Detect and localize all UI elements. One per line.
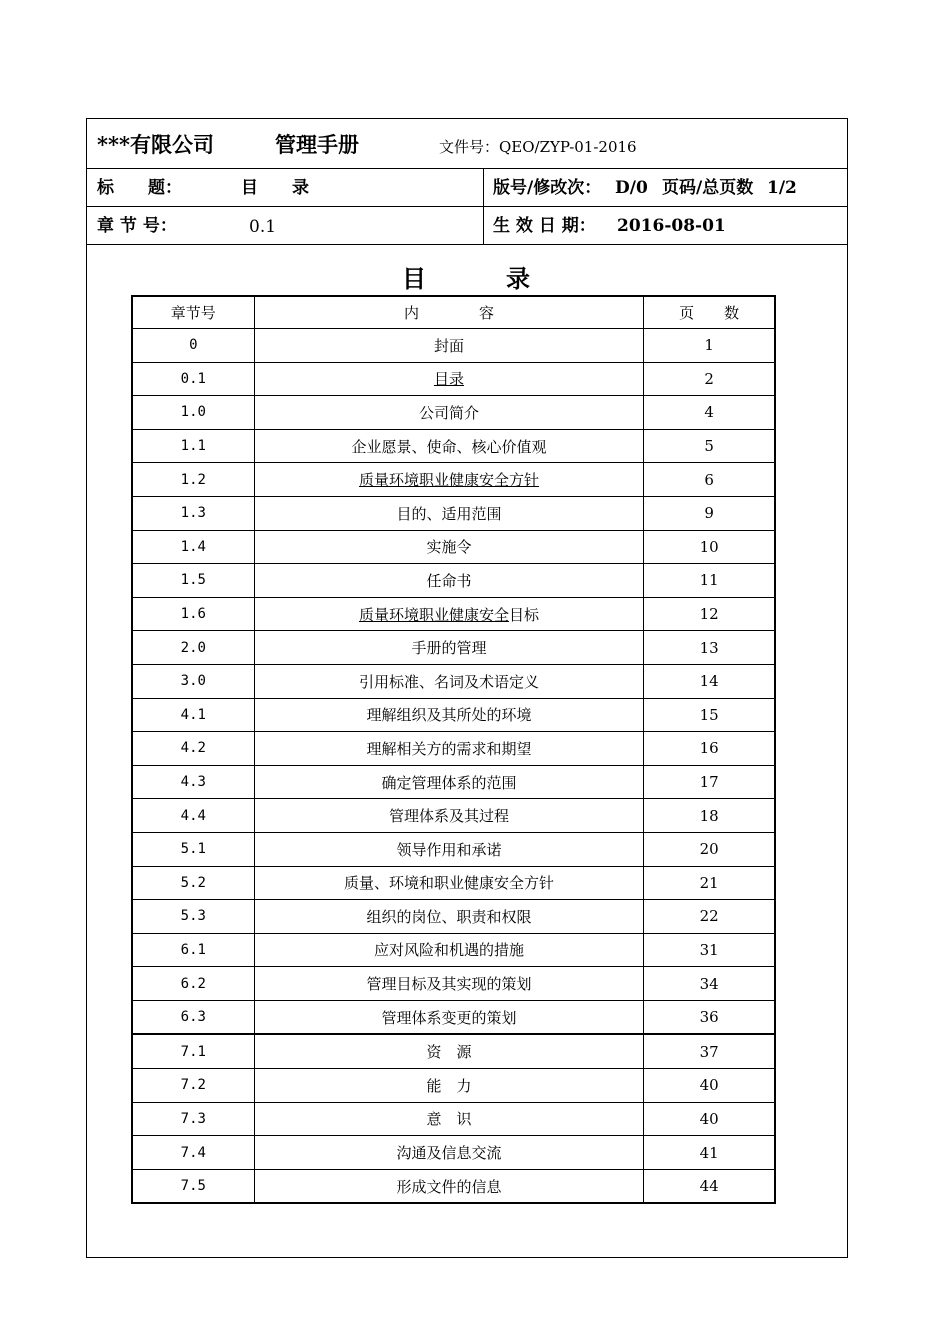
row-chapter: 2.0 — [132, 631, 254, 665]
page-count-value: 1/2 — [767, 178, 797, 198]
row-page: 4 — [644, 396, 775, 430]
version-value: D/0 — [615, 178, 648, 198]
header-divider — [483, 169, 484, 245]
row-content: 任命书 — [254, 564, 644, 598]
row-content: 管理体系及其过程 — [254, 799, 644, 833]
row-content-suffix: 目标 — [508, 605, 539, 624]
table-row — [132, 362, 775, 396]
chapter-label: 章 节 号： — [97, 216, 177, 236]
row-chapter: 1.3 — [132, 496, 254, 530]
row-content-link[interactable]: 质量环境职业健康安全 — [358, 605, 509, 624]
header-row-chapter — [87, 207, 847, 245]
table-row — [132, 765, 775, 799]
title-label: 标 题： — [97, 178, 182, 198]
row-page: 41 — [644, 1136, 775, 1170]
row-page: 15 — [644, 698, 775, 732]
page-count-label: 页码/总页数 — [662, 178, 754, 198]
table-row — [132, 1169, 775, 1203]
row-page: 44 — [644, 1169, 775, 1203]
table-row — [132, 967, 775, 1001]
table-row — [132, 1034, 775, 1068]
row-content — [254, 463, 644, 497]
row-page: 9 — [644, 496, 775, 530]
toc-table — [131, 295, 776, 1204]
row-page: 2 — [644, 362, 775, 396]
row-chapter: 4.3 — [132, 765, 254, 799]
row-chapter: 7.2 — [132, 1069, 254, 1103]
column-header-page: 页 数 — [644, 296, 775, 329]
row-chapter: 7.4 — [132, 1136, 254, 1170]
row-page: 6 — [644, 463, 775, 497]
effective-date-label: 生 效 日 期： — [493, 216, 596, 236]
document-frame — [86, 118, 848, 1258]
table-row — [132, 329, 775, 363]
table-row — [132, 1102, 775, 1136]
row-chapter: 0.1 — [132, 362, 254, 396]
row-content: 组织的岗位、职责和权限 — [254, 900, 644, 934]
row-content: 企业愿景、使命、核心价值观 — [254, 429, 644, 463]
row-content — [254, 597, 644, 631]
table-row — [132, 732, 775, 766]
row-chapter: 1.0 — [132, 396, 254, 430]
row-chapter: 3.0 — [132, 664, 254, 698]
row-chapter: 1.2 — [132, 463, 254, 497]
row-content: 质量、环境和职业健康安全方针 — [254, 866, 644, 900]
row-chapter: 4.2 — [132, 732, 254, 766]
row-chapter: 6.2 — [132, 967, 254, 1001]
chapter-value: 0.1 — [249, 217, 277, 237]
company-name: ***有限公司 — [97, 132, 214, 157]
table-row — [132, 698, 775, 732]
table-row — [132, 799, 775, 833]
row-chapter: 5.1 — [132, 832, 254, 866]
table-row — [132, 664, 775, 698]
row-content-link[interactable]: 质量环境职业健康安全方针 — [358, 471, 539, 490]
row-chapter: 1.5 — [132, 564, 254, 598]
row-chapter: 4.4 — [132, 799, 254, 833]
row-chapter: 5.3 — [132, 900, 254, 934]
row-page: 21 — [644, 866, 775, 900]
row-content-link[interactable]: 目录 — [433, 370, 464, 389]
row-page: 14 — [644, 664, 775, 698]
row-content — [254, 362, 644, 396]
header-row-title — [87, 169, 847, 207]
row-chapter: 0 — [132, 329, 254, 363]
title-value: 目 录 — [241, 178, 309, 198]
table-row — [132, 900, 775, 934]
row-page: 12 — [644, 597, 775, 631]
table-row — [132, 530, 775, 564]
row-content: 引用标准、名词及术语定义 — [254, 664, 644, 698]
row-page: 5 — [644, 429, 775, 463]
toc-header-row — [132, 296, 775, 329]
row-page: 20 — [644, 832, 775, 866]
row-page: 34 — [644, 967, 775, 1001]
column-header-chapter: 章节号 — [132, 296, 254, 329]
row-chapter: 1.6 — [132, 597, 254, 631]
row-content: 理解相关方的需求和期望 — [254, 732, 644, 766]
table-row — [132, 1000, 775, 1034]
manual-name: 管理手册 — [275, 132, 359, 157]
row-page: 37 — [644, 1034, 775, 1068]
version-label: 版号/修改次： — [493, 178, 602, 198]
row-page: 10 — [644, 530, 775, 564]
row-content: 确定管理体系的范围 — [254, 765, 644, 799]
row-chapter: 1.4 — [132, 530, 254, 564]
table-row — [132, 396, 775, 430]
row-chapter: 1.1 — [132, 429, 254, 463]
document-number: 文件号：QEO/ZYP-01-2016 — [439, 138, 637, 156]
table-row — [132, 631, 775, 665]
table-row — [132, 866, 775, 900]
row-chapter: 7.1 — [132, 1034, 254, 1068]
table-row — [132, 933, 775, 967]
effective-date-value: 2016-08-01 — [617, 216, 726, 236]
row-chapter: 6.3 — [132, 1000, 254, 1034]
row-content: 封面 — [254, 329, 644, 363]
row-content: 形成文件的信息 — [254, 1169, 644, 1203]
toc-title: 目 录 — [402, 264, 532, 293]
row-chapter: 7.5 — [132, 1169, 254, 1203]
row-content: 能 力 — [254, 1069, 644, 1103]
row-content: 沟通及信息交流 — [254, 1136, 644, 1170]
row-content: 实施令 — [254, 530, 644, 564]
row-page: 18 — [644, 799, 775, 833]
row-page: 36 — [644, 1000, 775, 1034]
row-content: 意 识 — [254, 1102, 644, 1136]
row-chapter: 6.1 — [132, 933, 254, 967]
row-page: 17 — [644, 765, 775, 799]
header-row-company — [87, 119, 847, 169]
table-row — [132, 597, 775, 631]
row-page: 31 — [644, 933, 775, 967]
table-row — [132, 1069, 775, 1103]
table-row — [132, 1136, 775, 1170]
table-row — [132, 429, 775, 463]
row-content: 应对风险和机遇的措施 — [254, 933, 644, 967]
table-row — [132, 496, 775, 530]
row-chapter: 7.3 — [132, 1102, 254, 1136]
row-content: 目的、适用范围 — [254, 496, 644, 530]
row-content: 资 源 — [254, 1034, 644, 1068]
row-chapter: 5.2 — [132, 866, 254, 900]
row-page: 13 — [644, 631, 775, 665]
row-page: 16 — [644, 732, 775, 766]
row-content: 管理体系变更的策划 — [254, 1000, 644, 1034]
row-page: 40 — [644, 1069, 775, 1103]
row-page: 1 — [644, 329, 775, 363]
row-page: 11 — [644, 564, 775, 598]
row-content: 领导作用和承诺 — [254, 832, 644, 866]
row-page: 40 — [644, 1102, 775, 1136]
table-row — [132, 832, 775, 866]
row-content: 理解组织及其所处的环境 — [254, 698, 644, 732]
row-page: 22 — [644, 900, 775, 934]
row-content: 公司简介 — [254, 396, 644, 430]
table-row — [132, 564, 775, 598]
row-content: 管理目标及其实现的策划 — [254, 967, 644, 1001]
column-header-content: 内 容 — [254, 296, 644, 329]
row-chapter: 4.1 — [132, 698, 254, 732]
row-content: 手册的管理 — [254, 631, 644, 665]
table-row — [132, 463, 775, 497]
